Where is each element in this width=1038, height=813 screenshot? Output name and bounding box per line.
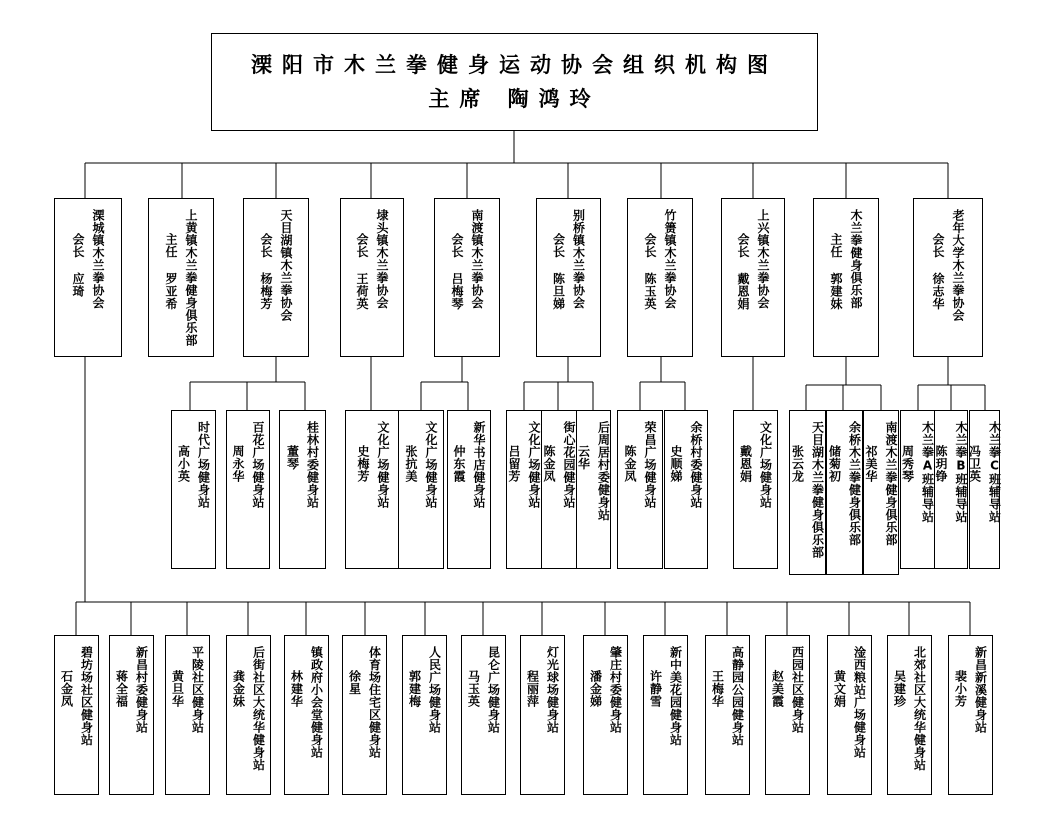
- person-name: 会长 应琦: [71, 233, 85, 298]
- org-name: 高静园公园健身站: [730, 646, 745, 746]
- person-name: 王梅华: [710, 670, 725, 708]
- org-name: 后周居村委健身站: [596, 421, 611, 521]
- org-name: 灯光球场健身站: [545, 646, 560, 734]
- person-name: 徐星: [347, 670, 362, 695]
- org-name: 新华书店健身站: [472, 421, 486, 509]
- person-name: 龚金妹: [231, 670, 246, 708]
- level3-box: [402, 635, 447, 795]
- chart-title: 溧阳市木兰拳健身运动协会组织机构图: [251, 53, 778, 77]
- org-name: 北郊社区大统华健身站: [912, 646, 927, 771]
- org-name: 南渡木兰拳健身俱乐部: [884, 421, 898, 546]
- person-name: 程丽萍: [525, 670, 540, 708]
- person-name: 蒋全福: [114, 670, 129, 708]
- person-name: 戴恩娟: [738, 445, 753, 483]
- org-name: 昆仑广场健身站: [486, 646, 501, 734]
- org-name: 天目湖镇木兰拳协会: [279, 209, 293, 322]
- level2-box: [863, 410, 899, 575]
- person-name: 周秀琴: [900, 445, 915, 483]
- level3-box: [887, 635, 932, 795]
- org-name: 老年大学木兰拳协会: [951, 209, 965, 322]
- level2-box: [733, 410, 778, 569]
- org-name: 上黄镇木兰拳健身俱乐部: [184, 209, 198, 347]
- org-name: 桂林村委健身站: [305, 421, 320, 509]
- org-name: 文化广场健身站: [758, 421, 773, 509]
- person-name: 董琴: [285, 445, 300, 470]
- level2-box: [398, 410, 444, 569]
- org-name: 人民广场健身站: [427, 646, 442, 734]
- level1-box: [913, 198, 983, 357]
- title-box: [211, 33, 818, 131]
- level2-box: [447, 410, 491, 569]
- org-name: 荣昌广场健身站: [643, 421, 657, 509]
- org-name: 后街社区大统华健身站: [251, 646, 266, 771]
- level2-box: [789, 410, 826, 575]
- person-name: 祁美华: [864, 445, 878, 483]
- level1-box: [243, 198, 309, 357]
- person-name: 会长 吕梅琴: [450, 233, 464, 310]
- person-name: 史顺娣: [669, 445, 683, 483]
- org-name: 天目湖木兰拳健身俱乐部: [810, 421, 825, 559]
- level3-box: [226, 635, 271, 795]
- level1-box: [813, 198, 879, 357]
- org-name: 余桥村委健身站: [689, 421, 703, 509]
- org-name: 新昌新溪健身站: [973, 646, 988, 734]
- person-name: 陈金凤: [542, 445, 556, 483]
- person-name: 马玉英: [466, 670, 481, 708]
- person-name: 会长 戴恩娟: [736, 233, 750, 310]
- level2-box: [826, 410, 863, 575]
- org-name: 碧坊场社区健身站: [79, 646, 94, 746]
- level3-box: [284, 635, 329, 795]
- person-name: 石金凤: [59, 670, 74, 708]
- person-name: 高小英: [176, 445, 191, 483]
- org-name: 新昌村委健身站: [134, 646, 149, 734]
- person-name: 云华: [576, 445, 591, 470]
- level3-box: [165, 635, 210, 795]
- chairman-label: 主席 陶鸿玲: [428, 87, 601, 111]
- org-name: 西园社区健身站: [790, 646, 805, 734]
- person-name: 主任 罗亚希: [164, 233, 178, 310]
- level1-box: [627, 198, 693, 357]
- level3-box: [520, 635, 565, 795]
- org-name: 溧城镇木兰拳协会: [91, 209, 105, 309]
- person-name: 会长 杨梅芳: [259, 233, 273, 310]
- org-name: 时代广场健身站: [196, 421, 211, 509]
- person-name: 会长 王荷英: [355, 233, 369, 310]
- level2-box: [541, 410, 577, 569]
- org-name: 上兴镇木兰拳协会: [756, 209, 770, 309]
- org-name: 木兰拳B班辅导站: [954, 421, 968, 523]
- org-name: 别桥镇木兰拳协会: [571, 209, 586, 309]
- person-name: 张抗美: [404, 445, 418, 483]
- org-name: 余桥木兰拳健身俱乐部: [847, 421, 862, 546]
- level2-box: [279, 410, 326, 569]
- person-name: 陈金凤: [623, 445, 637, 483]
- level3-box: [109, 635, 154, 795]
- person-name: 赵美霞: [770, 670, 785, 708]
- org-name: 肇庄村委健身站: [608, 646, 623, 734]
- org-name: 木兰拳A班辅导站: [920, 421, 935, 523]
- level3-box: [54, 635, 99, 795]
- org-name: 竹箦镇木兰拳协会: [663, 209, 677, 309]
- org-name: 南渡镇木兰拳协会: [470, 209, 484, 309]
- person-name: 吕留芳: [507, 445, 521, 483]
- level2-box: [506, 410, 542, 569]
- level1-box: [536, 198, 601, 357]
- org-name: 文化广场健身站: [527, 421, 541, 509]
- level1-box: [340, 198, 404, 357]
- level1-box: [54, 198, 122, 357]
- level3-box: [342, 635, 387, 795]
- person-name: 会长 陈旦娣: [551, 233, 566, 310]
- level1-box: [148, 198, 214, 357]
- person-name: 许静雪: [648, 670, 663, 708]
- org-name: 街心花园健身站: [562, 421, 576, 509]
- level2-box: [345, 410, 401, 569]
- person-name: 周永华: [231, 445, 245, 483]
- person-name: 主任 郭建妹: [829, 233, 843, 310]
- org-name: 木兰拳健身俱乐部: [849, 209, 863, 309]
- person-name: 陈玥铮: [934, 445, 948, 483]
- org-name: 木兰拳C班辅导站: [987, 421, 1002, 523]
- person-name: 储菊初: [827, 445, 842, 483]
- level2-box: [934, 410, 968, 569]
- person-name: 黄旦华: [170, 670, 185, 708]
- level2-box: [900, 410, 935, 569]
- person-name: 仲东霞: [452, 445, 466, 483]
- person-name: 会长 陈玉英: [643, 233, 657, 310]
- org-name: 新中美花园健身站: [668, 646, 683, 746]
- level1-box: [434, 198, 500, 357]
- level3-box: [461, 635, 506, 795]
- level3-box: [948, 635, 993, 795]
- org-name: 百花广场健身站: [251, 421, 265, 509]
- person-name: 史梅芳: [356, 445, 370, 483]
- level2-box: [664, 410, 708, 569]
- level3-box: [643, 635, 688, 795]
- person-name: 张云龙: [790, 445, 805, 483]
- person-name: 黄文娟: [832, 670, 847, 708]
- level3-box: [583, 635, 628, 795]
- org-name: 文化广场健身站: [376, 421, 390, 509]
- level2-box: [226, 410, 270, 569]
- level3-box: [827, 635, 872, 795]
- level1-box: [721, 198, 785, 357]
- level2-box: [171, 410, 216, 569]
- org-name: 文化广场健身站: [424, 421, 438, 509]
- person-name: 潘金娣: [588, 670, 603, 708]
- person-name: 郭建梅: [407, 670, 422, 708]
- level3-box: [705, 635, 750, 795]
- org-name: 埭头镇木兰拳协会: [375, 209, 389, 309]
- person-name: 裴小芳: [953, 670, 968, 708]
- org-name: 淦西粮站广场健身站: [852, 646, 867, 759]
- person-name: 冯卫英: [967, 445, 982, 483]
- level3-box: [765, 635, 810, 795]
- org-name: 平陵社区健身站: [190, 646, 205, 734]
- org-name: 体育场住宅区健身站: [367, 646, 382, 759]
- level2-box: [617, 410, 663, 569]
- level2-box: [969, 410, 1000, 569]
- person-name: 吴建珍: [892, 670, 907, 708]
- level2-box: [576, 410, 611, 569]
- person-name: 会长 徐志华: [931, 233, 945, 310]
- org-name: 镇政府小会堂健身站: [309, 646, 324, 759]
- person-name: 林建华: [289, 670, 304, 708]
